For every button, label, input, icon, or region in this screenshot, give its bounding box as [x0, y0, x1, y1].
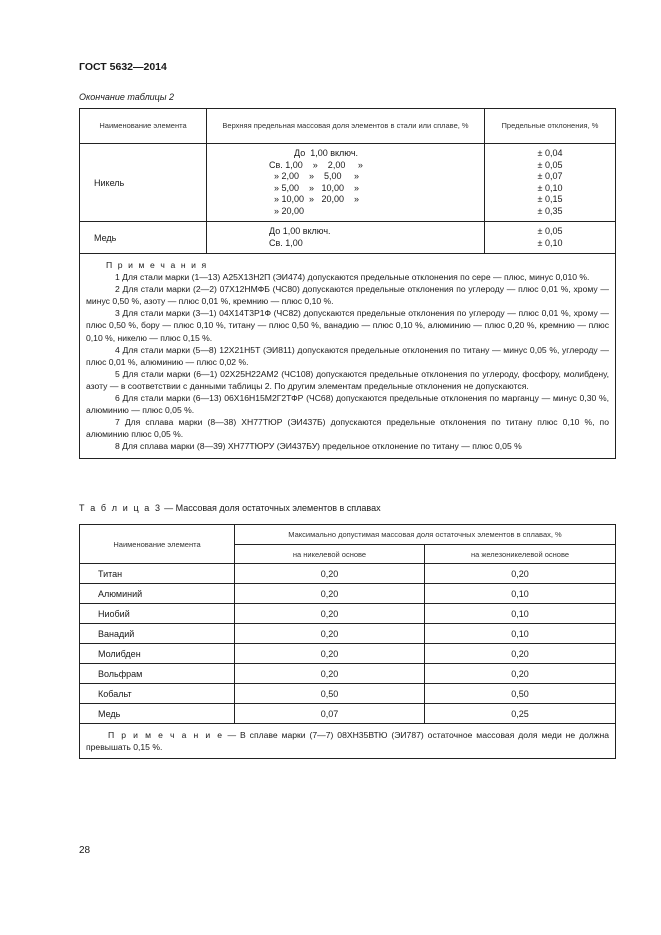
- table-row: [80, 144, 616, 222]
- nickel-value: 0,20: [235, 604, 425, 624]
- table3-caption-text: — Массовая доля остаточных элементов в сплавах: [161, 503, 381, 513]
- page-number: 28: [79, 845, 91, 856]
- table2-col-upper-fraction: Верхняя предельная массовая доля элементов в стали или сплаве, %: [207, 109, 485, 144]
- nickel-value: 0,20: [235, 664, 425, 684]
- nickel-value: 0,20: [235, 644, 425, 664]
- table3-note: [80, 724, 616, 759]
- deviations: ± 0,05 ± 0,10: [485, 222, 616, 254]
- table3-caption-prefix: Т а б л и ц а 3: [79, 503, 162, 513]
- ironnickel-value: 0,20: [425, 564, 616, 584]
- ironnickel-value: 0,10: [425, 624, 616, 644]
- table3-col-ironnickel: на железоникелевой основе: [425, 545, 616, 564]
- note-item: 3 Для стали марки (3—1) 04Х14Т3Р1Ф (ЧС82) допускаются предельные отклонения по углероду — плюс 0,01 %, хрому — плюс 0,50 %, бору — плюс 0,10 %, титану — плюс 0,50 %, ванадию — плюс 0,10 %, алюминию — плюс 0,20 %, кремнию — плюс 0,10 %, никелю — плюс 0,15 %.: [86, 308, 609, 343]
- note-item: 7 Для сплава марки (8—38) ХН77ТЮР (ЭИ437Б) допускаются предельные отклонения по титану плюс 0,10 %, по алюминию плюс 0,05 %.: [86, 417, 609, 440]
- table2-col-deviations: Предельные отклонения, %: [485, 109, 616, 144]
- element-name: Титан: [80, 564, 235, 584]
- nickel-value: 0,50: [235, 684, 425, 704]
- element-name: Медь: [80, 704, 235, 724]
- content-ranges: До 1,00 включ. Св. 1,00: [207, 222, 485, 254]
- notes-title: П р и м е ч а н и я: [106, 260, 208, 270]
- table3-col-group: Максимально допустимая массовая доля остаточных элементов в сплавах, %: [235, 525, 616, 545]
- table-row: [80, 704, 616, 724]
- nickel-value: 0,20: [235, 584, 425, 604]
- ironnickel-value: 0,20: [425, 664, 616, 684]
- ironnickel-value: 0,20: [425, 644, 616, 664]
- nickel-value: 0,07: [235, 704, 425, 724]
- note-item: 8 Для сплава марки (8—39) ХН77ТЮРУ (ЭИ437БУ) предельное отклонение по титану — плюс 0,05 %: [115, 441, 522, 452]
- ironnickel-value: 0,10: [425, 584, 616, 604]
- table-row: [80, 584, 616, 604]
- table3-col-nickel: на никелевой основе: [235, 545, 425, 564]
- table-row: [80, 604, 616, 624]
- ironnickel-value: 0,50: [425, 684, 616, 704]
- element-name: Никель: [80, 144, 207, 222]
- table-row: [80, 644, 616, 664]
- table-row: [80, 684, 616, 704]
- table3-header-row: [80, 525, 616, 545]
- note-item: 4 Для стали марки (5—8) 12Х21Н5Т (ЭИ811) допускаются предельные отклонения по титану — минус 0,05 %, углероду — плюс 0,01 %, алюминию — плюс 0,02 %.: [86, 344, 609, 367]
- table-row: [80, 624, 616, 644]
- note-item: 6 Для стали марки (6—13) 06Х16Н15М2Г2ТФР (ЧС68) допускаются предельные отклонения по марганцу — минус 0,30 %, алюминию — плюс 0,05 %.: [86, 393, 609, 416]
- element-name: Алюминий: [80, 584, 235, 604]
- table2-notes-row: [80, 254, 616, 459]
- table-row: [80, 664, 616, 684]
- table-2: [79, 108, 616, 459]
- ironnickel-value: 0,10: [425, 604, 616, 624]
- element-name: Кобальт: [80, 684, 235, 704]
- nickel-value: 0,20: [235, 624, 425, 644]
- element-name: Медь: [80, 222, 207, 254]
- content-ranges: До 1,00 включ. Св. 1,00 » 2,00 » » 2,00 » 5,00 » » 5,00 » 10,00 » » 10,00 » 20,00 » » 20,00: [207, 144, 485, 222]
- table2-header-row: [80, 109, 616, 144]
- deviations: ± 0,04 ± 0,05 ± 0,07 ± 0,10 ± 0,15 ± 0,35: [485, 144, 616, 222]
- table3-col-element: Наименование элемента: [80, 525, 235, 564]
- element-name: Молибден: [80, 644, 235, 664]
- note-item: 2 Для стали марки (2—2) 07Х12НМФБ (ЧС80) допускаются предельные отклонения по углероду — плюс 0,01 %, хрому — минус 0,50 %, азоту — плюс 0,01 %, кремнию — плюс 0,10 %.: [86, 284, 609, 307]
- table-3: [79, 524, 616, 759]
- element-name: Ниобий: [80, 604, 235, 624]
- table2-col-element: Наименование элемента: [80, 109, 207, 144]
- table3-caption: [79, 503, 381, 513]
- table-row: [80, 222, 616, 254]
- document-header: ГОСТ 5632—2014: [79, 61, 167, 73]
- table3-note-row: [80, 724, 616, 759]
- table2-caption: Окончание таблицы 2: [79, 92, 174, 102]
- table2-notes: [80, 254, 616, 459]
- nickel-value: 0,20: [235, 564, 425, 584]
- note-item: 1 Для стали марки (1—13) А25Х13Н2П (ЭИ474) допускаются предельные отклонения по сере — плюс, минус 0,010 %.: [115, 272, 590, 283]
- ironnickel-value: 0,25: [425, 704, 616, 724]
- note-title: П р и м е ч а н и е: [108, 730, 224, 740]
- element-name: Ванадий: [80, 624, 235, 644]
- note-text: — В сплаве марки (7—7) 08ХН35ВТЮ (ЭИ787) остаточное массовая доля меди не должна превышать 0,15 %.: [86, 730, 609, 752]
- note-item: 5 Для стали марки (6—1) 02Х25Н22АМ2 (ЧС108) допускаются предельные отклонения по углероду, фосфору, молибдену, азоту — в соответствии с данными таблицы 2. По другим элементам предельные отклонения не допускаются.: [86, 368, 609, 391]
- element-name: Вольфрам: [80, 664, 235, 684]
- table-row: [80, 564, 616, 584]
